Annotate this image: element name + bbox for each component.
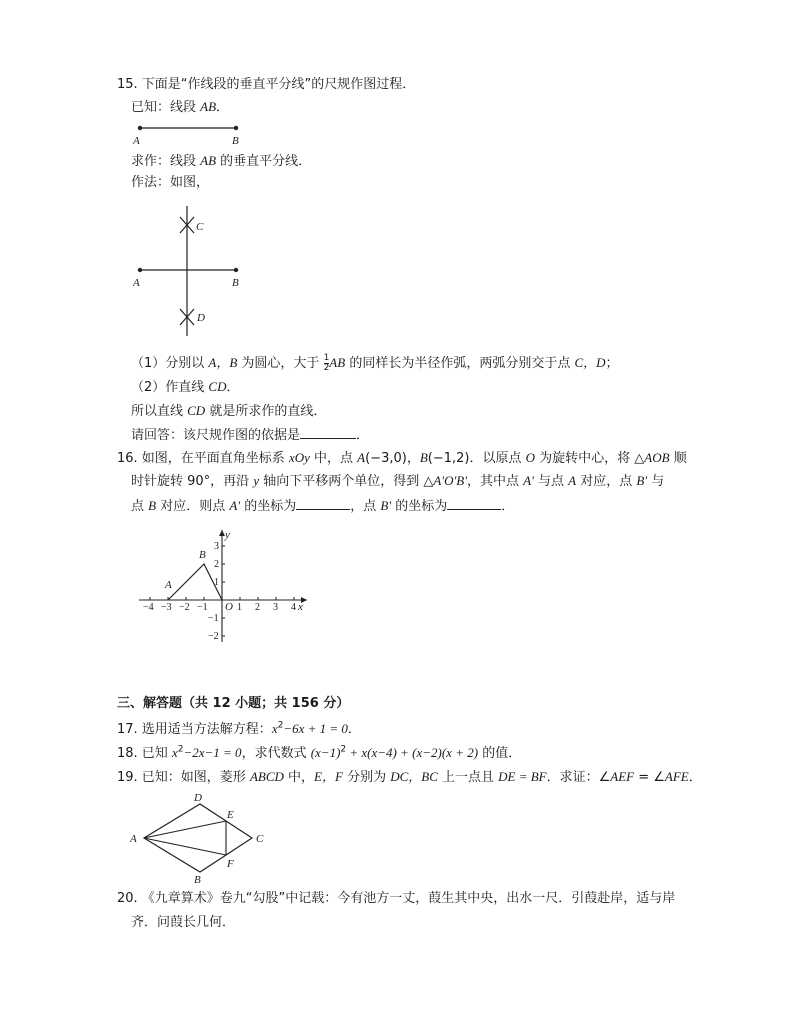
rhombus-label-f: F (227, 858, 234, 870)
x-axis-label: x (298, 601, 303, 613)
x-tick-3: 3 (273, 602, 278, 613)
x-tick-neg3: −3 (161, 602, 172, 613)
q15-method: 作法：如图， (131, 175, 210, 190)
q15-question: 请回答：该尺规作图的依据是 ． (131, 425, 369, 445)
section-3-title: 三、解答题（共 12 小题；共 156 分） (117, 696, 350, 711)
q15-answer-blank[interactable] (300, 425, 356, 439)
q16-line2: 时针旋转 90°，再沿 y 轴向下平移两个单位，得到 △A'O'B'，其中点 A' 与点 A 对应，点 B' 与 (131, 473, 665, 489)
q20-line1: 20. 《九章算术》卷九“勾股”中记载：今有池方一丈，葭生其中央，出水一尺．引葭赴岸，适与岸 (117, 891, 676, 906)
rhombus-figure (126, 790, 276, 885)
q15-conclusion: 所以直线 CD 就是所求作的直线． (131, 403, 327, 419)
y-axis-label: y (225, 529, 230, 541)
q16-line3: 点 B 对应．则点 A' 的坐标为 ，点 B' 的坐标为 ． (131, 498, 515, 514)
q15-known: 已知：线段 AB． (131, 99, 230, 115)
fig1-label-b: B (232, 135, 239, 147)
x-tick-neg2: −2 (179, 602, 190, 613)
q15-step2: （2）作直线 CD． (131, 379, 240, 395)
rhombus-label-d: D (194, 792, 202, 804)
q15-title: 15. 下面是“作线段的垂直平分线”的尺规作图过程． (117, 77, 416, 92)
rhombus-label-c: C (256, 833, 264, 845)
y-tick-3: 3 (214, 541, 219, 552)
fig2-label-c: C (196, 221, 204, 233)
q17: 17. 选用适当方法解方程：$x^2-6x + 1 = 0$． (117, 720, 361, 737)
y-tick-neg2: −2 (208, 631, 219, 642)
y-tick-1: 1 (214, 577, 219, 588)
perpendicular-bisector-figure (130, 200, 250, 340)
point-b-label: B (199, 549, 206, 561)
rhombus-label-a: A (130, 833, 137, 845)
coordinate-plane-figure (135, 526, 315, 646)
point-a-label: A (165, 579, 172, 591)
fig2-label-a: A (133, 277, 140, 289)
y-tick-neg1: −1 (208, 613, 219, 624)
fig1-label-a: A (133, 135, 140, 147)
q16-line1: 16. 如图，在平面直角坐标系 xOy 中，点 A(−3,0)，B(−1,2)．以原点 O 为旋转中心，将 △AOB 顺 (117, 450, 687, 466)
rhombus-label-e: E (227, 809, 234, 821)
segment-ab-figure (130, 120, 250, 150)
q20-line2: 齐．问葭长几何． (131, 915, 236, 930)
x-tick-neg4: −4 (143, 602, 154, 613)
q15-step1: （1）分别以 A，B 为圆心，大于 $\frac{1}{2}$ AB 的同样长为半径作弧，两弧分别交于点 C，D； (131, 353, 619, 373)
rhombus-label-b: B (194, 874, 201, 885)
origin-label: O (225, 601, 233, 613)
q16-answer-blank-b[interactable] (447, 496, 501, 510)
x-tick-neg1: −1 (197, 602, 208, 613)
q19: 19. 已知：如图，菱形 ABCD 中，E，F 分别为 DC，BC 上一点且 DE = BF．求证：∠AEF = ∠AFE． (117, 769, 702, 785)
fig2-label-b: B (232, 277, 239, 289)
x-tick-1: 1 (237, 602, 242, 613)
q18: 18. 已知 $x^2-2x-1 = 0$，求代数式 $(x-1)^2 + x(x-4) + (x-2)(x + 2)$ 的值． (117, 744, 522, 761)
q15-seek: 求作：线段 AB 的垂直平分线． (131, 153, 312, 169)
y-tick-2: 2 (214, 559, 219, 570)
fig2-label-d: D (197, 312, 205, 324)
q16-answer-blank-a[interactable] (296, 496, 350, 510)
x-tick-2: 2 (255, 602, 260, 613)
x-tick-4: 4 (291, 602, 296, 613)
